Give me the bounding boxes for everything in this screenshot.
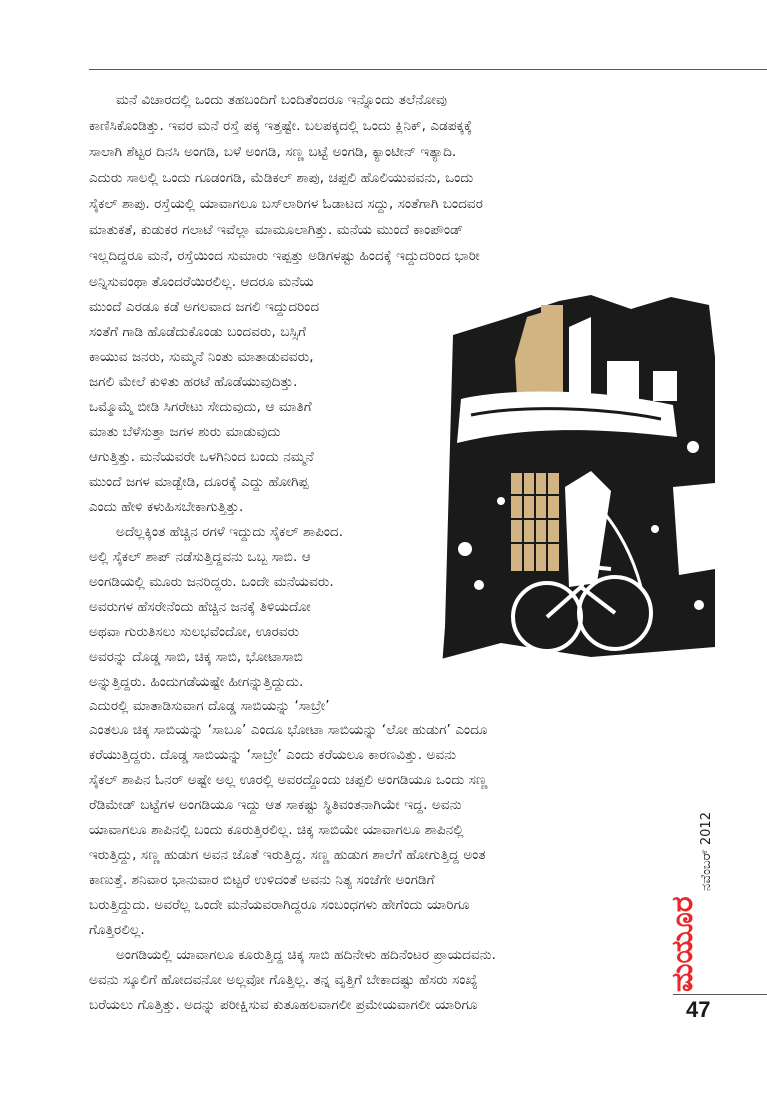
paragraph-line: ಕಾಣುತ್ತೆ. ಶನಿವಾರ ಭಾನುವಾರ ಬಿಟ್ಟರೆ ಉಳಿದಂತೆ ಅವನು ನಿತ್ಯ ಸಂಜೆಗೇ ಅಂಗಡಿಗೆ xyxy=(89,872,435,888)
magazine-masthead xyxy=(665,787,716,992)
paragraph-line: ಅವರುಗಳ ಹೆಸರೇನೆಂದು ಹೆಚ್ಚಿನ ಜನಕ್ಕೆ ತಿಳಿಯದೋ xyxy=(89,599,311,615)
paragraph-line: ಯಾವಾಗಲೂ ಶಾಪಿನಲ್ಲಿ ಬಂದು ಕೂರುತ್ತಿರಲಿಲ್ಲ. ಚಿಕ್ಕ ಸಾಬಿಯೇ ಯಾವಾಗಲೂ ಶಾಪಿನಲ್ಲಿ xyxy=(89,822,464,838)
issue-date: ನವೆಂಬರ್ 2012 xyxy=(699,812,714,891)
paragraph-line: ಬರುತ್ತಿದ್ದುದು. ಅವರೆಲ್ಲ ಒಂದೇ ಮನೆಯವರಾಗಿದ್ದರೂ ಸಂಬಂಧಗಳು ಹೇಗೆಂದು ಯಾರಿಗೂ xyxy=(89,897,470,913)
paragraph-line: ಒಮ್ಮೊಮ್ಮೆ ಬೀಡಿ ಸಿಗರೇಟು ಸೇದುವುದು, ಆ ಮಾತಿಗೆ xyxy=(89,399,312,415)
paragraph-line: ರೆಡಿಮೇಡ್ ಬಟ್ಟೆಗಳ ಅಂಗಡಿಯೂ ಇದ್ದು ಆತ ಸಾಕಷ್ಟು ಸ್ಥಿತಿವಂತನಾಗಿಯೇ ಇದ್ದ. ಅವನು xyxy=(89,797,462,813)
paragraph-line: ಸಂತೆಗೆ ಗಾಡಿ ಹೊಡೆದುಕೊಂಡು ಬಂದವರು, ಬಸ್ಸಿಗೆ xyxy=(89,324,307,340)
paragraph-line: ಎಂತಲೂ ಚಿಕ್ಕ ಸಾಬಿಯನ್ನು ‘ಸಾಬೂ’ ಎಂದೂ ಭೋಟಾ ಸಾಬಿಯನ್ನು ‘ಲೋ ಹುಡುಗ’ ಎಂದೂ xyxy=(89,722,488,738)
paragraph-line: ಅಲ್ಲಿ ಸೈಕಲ್ ಶಾಪ್ ನಡೆಸುತ್ತಿದ್ದವನು ಒಬ್ಬ ಸಾಬಿ. ಆ xyxy=(89,549,311,565)
paragraph-line: ಮನೆ ವಿಚಾರದಲ್ಲಿ ಒಂದು ತಹಬಂದಿಗೆ ಬಂದಿತೆಂದರೂ ಇನ್ನೊಂದು ತಲೆನೋವು xyxy=(116,92,448,108)
cycle-shop-illustration xyxy=(441,287,715,680)
paragraph-line: ಸೈಕಲ್ ಶಾಪು. ರಸ್ತೆಯಲ್ಲಿ ಯಾವಾಗಲೂ ಬಸ್‌ಲಾರಿಗಳ ಓಡಾಟದ ಸದ್ದು, ಸಂತೆಗಾಗಿ ಬಂದವರ xyxy=(89,196,483,212)
paragraph-line: ಅವನು ಸ್ಕೂಲಿಗೆ ಹೋದವನೋ ಅಲ್ಲವೋ ಗೊತ್ತಿಲ್ಲ. ತನ್ನ ವೃತ್ತಿಗೆ ಬೇಕಾದಷ್ಟು ಹೆಸರು ಸಂಖ್ಯೆ xyxy=(89,972,478,988)
paragraph-line: ಅನ್ನಿಸುವಂಥಾ ತೊಂದರೆಯಿರಲಿಲ್ಲ. ಆದರೂ ಮನೆಯ xyxy=(89,274,314,290)
paragraph-line: ಅಥವಾ ಗುರುತಿಸಲು ಸುಲಭವೆಂದೋ, ಊರವರು xyxy=(89,624,300,640)
paragraph-line: ಬರೆಯಲು ಗೊತ್ತಿತ್ತು. ಅದನ್ನು ಪರೀಕ್ಷಿಸುವ ಕುತೂಹಲವಾಗಲೀ ಪ್ರಮೇಯವಾಗಲೀ ಯಾರಿಗೂ xyxy=(89,997,478,1013)
paragraph-line: ಗೊತ್ತಿರಲಿಲ್ಲ. xyxy=(89,922,145,938)
paragraph-line: ಮಾತು ಬೆಳೆಸುತ್ತಾ ಜಗಳ ಶುರು ಮಾಡುವುದು xyxy=(89,424,281,440)
paragraph-line: ಮಾತುಕತೆ, ಕುಡುಕರ ಗಲಾಟೆ ಇವೆಲ್ಲಾ ಮಾಮೂಲಾಗಿತ್ತು. ಮನೆಯ ಮುಂದೆ ಕಾಂಪೌಂಡ್ xyxy=(89,222,464,238)
paragraph-line: ಎಂದು ಹೇಳಿ ಕಳುಹಿಸಬೇಕಾಗುತ್ತಿತ್ತು. xyxy=(89,499,244,515)
paragraph-line: ಅನ್ನುತ್ತಿದ್ದರು. ಹಿಂದುಗಡೆಯಷ್ಟೇ ಹೀಗನ್ನುತ್ತಿದ್ದುದು. xyxy=(89,674,304,690)
paragraph-line: ಸೈಕಲ್ ಶಾಪಿನ ಓನರ್ ಅಷ್ಟೇ ಅಲ್ಲ ಊರಲ್ಲಿ ಅವರದ್ದೊಂದು ಚಪ್ಪಲಿ ಅಂಗಡಿಯೂ ಒಂದು ಸಣ್ಣ xyxy=(89,772,488,788)
paragraph-line: ಸಾಲಾಗಿ ಶೆಟ್ಟರ ದಿನಸಿ ಅಂಗಡಿ, ಬಳೆ ಅಂಗಡಿ, ಸಣ್ಣ ಬಟ್ಟೆ ಅಂಗಡಿ, ಕ್ಯಾಂಟೀನ್ ಇತ್ಯಾದಿ. xyxy=(89,144,457,160)
magazine-name: ಮಯೂರ xyxy=(665,896,700,992)
page-number: 47 xyxy=(686,997,711,1022)
paragraph-line: ಇರುತ್ತಿದ್ದು, ಸಣ್ಣ ಹುಡುಗ ಅವನ ಜೊತೆ ಇರುತ್ತಿದ್ದ. ಸಣ್ಣ ಹುಡುಗ ಶಾಲೆಗೆ ಹೋಗುತ್ತಿದ್ದ ಅಂತ xyxy=(89,847,486,863)
paragraph-line: ಇಲ್ಲದಿದ್ದರೂ ಮನೆ, ರಸ್ತೆಯಿಂದ ಸುಮಾರು ಇಪ್ಪತ್ತು ಅಡಿಗಳಷ್ಟು ಹಿಂದಕ್ಕೆ ಇದ್ದುದರಿಂದ ಭಾರೀ xyxy=(89,248,480,264)
paragraph-line: ಎದುರು ಸಾಲಲ್ಲಿ ಒಂದು ಗೂಡಂಗಡಿ, ಮೆಡಿಕಲ್ ಶಾಪು, ಚಪ್ಪಲಿ ಹೊಲಿಯುವವನು, ಒಂದು xyxy=(89,170,474,186)
paragraph-line: ಮುಂದೆ ಎರಡೂ ಕಡೆ ಅಗಲವಾದ ಜಗಲಿ ಇದ್ದುದರಿಂದ xyxy=(89,299,320,315)
paragraph-line: ಅವರನ್ನು ದೊಡ್ಡ ಸಾಬಿ, ಚಿಕ್ಕ ಸಾಬಿ, ಭೋಟಾಸಾಬಿ xyxy=(89,649,303,665)
paragraph-line: ಕಾಣಿಸಿಕೊಂಡಿತ್ತು. ಇವರ ಮನೆ ರಸ್ತೆ ಪಕ್ಕ ಇತ್ತಷ್ಟೇ. ಬಲಪಕ್ಕದಲ್ಲಿ ಒಂದು ಕ್ಲಿನಿಕ್, ಎಡಪಕ್ಕಕ್ಕೆ xyxy=(89,118,473,134)
top-rule xyxy=(89,69,767,70)
paragraph-line: ಆಗುತ್ತಿತ್ತು. ಮನೆಯವರೇ ಒಳಗಿನಿಂದ ಬಂದು ನಮ್ಮನೆ xyxy=(89,449,314,465)
paragraph-line: ಕಾಯುವ ಜನರು, ಸುಮ್ಮನೆ ನಿಂತು ಮಾತಾಡುವವರು, xyxy=(89,349,314,365)
paragraph-line: ಅದೆಲ್ಲಕ್ಕಿಂತ ಹೆಚ್ಚಿನ ರಗಳೆ ಇದ್ದುದು ಸೈಕಲ್ ಶಾಪಿಂದ. xyxy=(116,524,344,540)
paragraph-line: ಅಂಗಡಿಯಲ್ಲಿ ಯಾವಾಗಲೂ ಕೂರುತ್ತಿದ್ದ ಚಿಕ್ಕ ಸಾಬಿ ಹದಿನೇಳು ಹದಿನೆಂಟರ ಪ್ರಾಯದವನು. xyxy=(116,947,497,963)
paragraph-line: ಮುಂದೆ ಜಗಳ ಮಾಡ್ಬೇಡಿ, ದೂರಕ್ಕೆ ಎದ್ದು ಹೋಗಿಪ್ಪ xyxy=(89,474,309,490)
paragraph-line: ಜಗಲಿ ಮೇಲೆ ಕುಳಿತು ಹರಟೆ ಹೊಡೆಯುವುದಿತ್ತು. xyxy=(89,374,298,390)
paragraph-line: ಅಂಗಡಿಯಲ್ಲಿ ಮೂರು ಜನರಿದ್ದರು. ಒಂದೇ ಮನೆಯವರು. xyxy=(89,574,334,590)
paragraph-line: ಕರೆಯುತ್ತಿದ್ದರು. ದೊಡ್ಡ ಸಾಬಿಯನ್ನು ‘ಸಾಬ್ರೇ’ ಎಂದು ಕರೆಯಲೂ ಕಾರಣವಿತ್ತು. ಅವನು xyxy=(89,747,457,763)
paragraph-line: ಎದುರಲ್ಲಿ ಮಾತಾಡಿಸುವಾಗ ದೊಡ್ಡ ಸಾಬಿಯನ್ನು ‘ಸಾಬ್ರೇ’ xyxy=(89,698,330,714)
